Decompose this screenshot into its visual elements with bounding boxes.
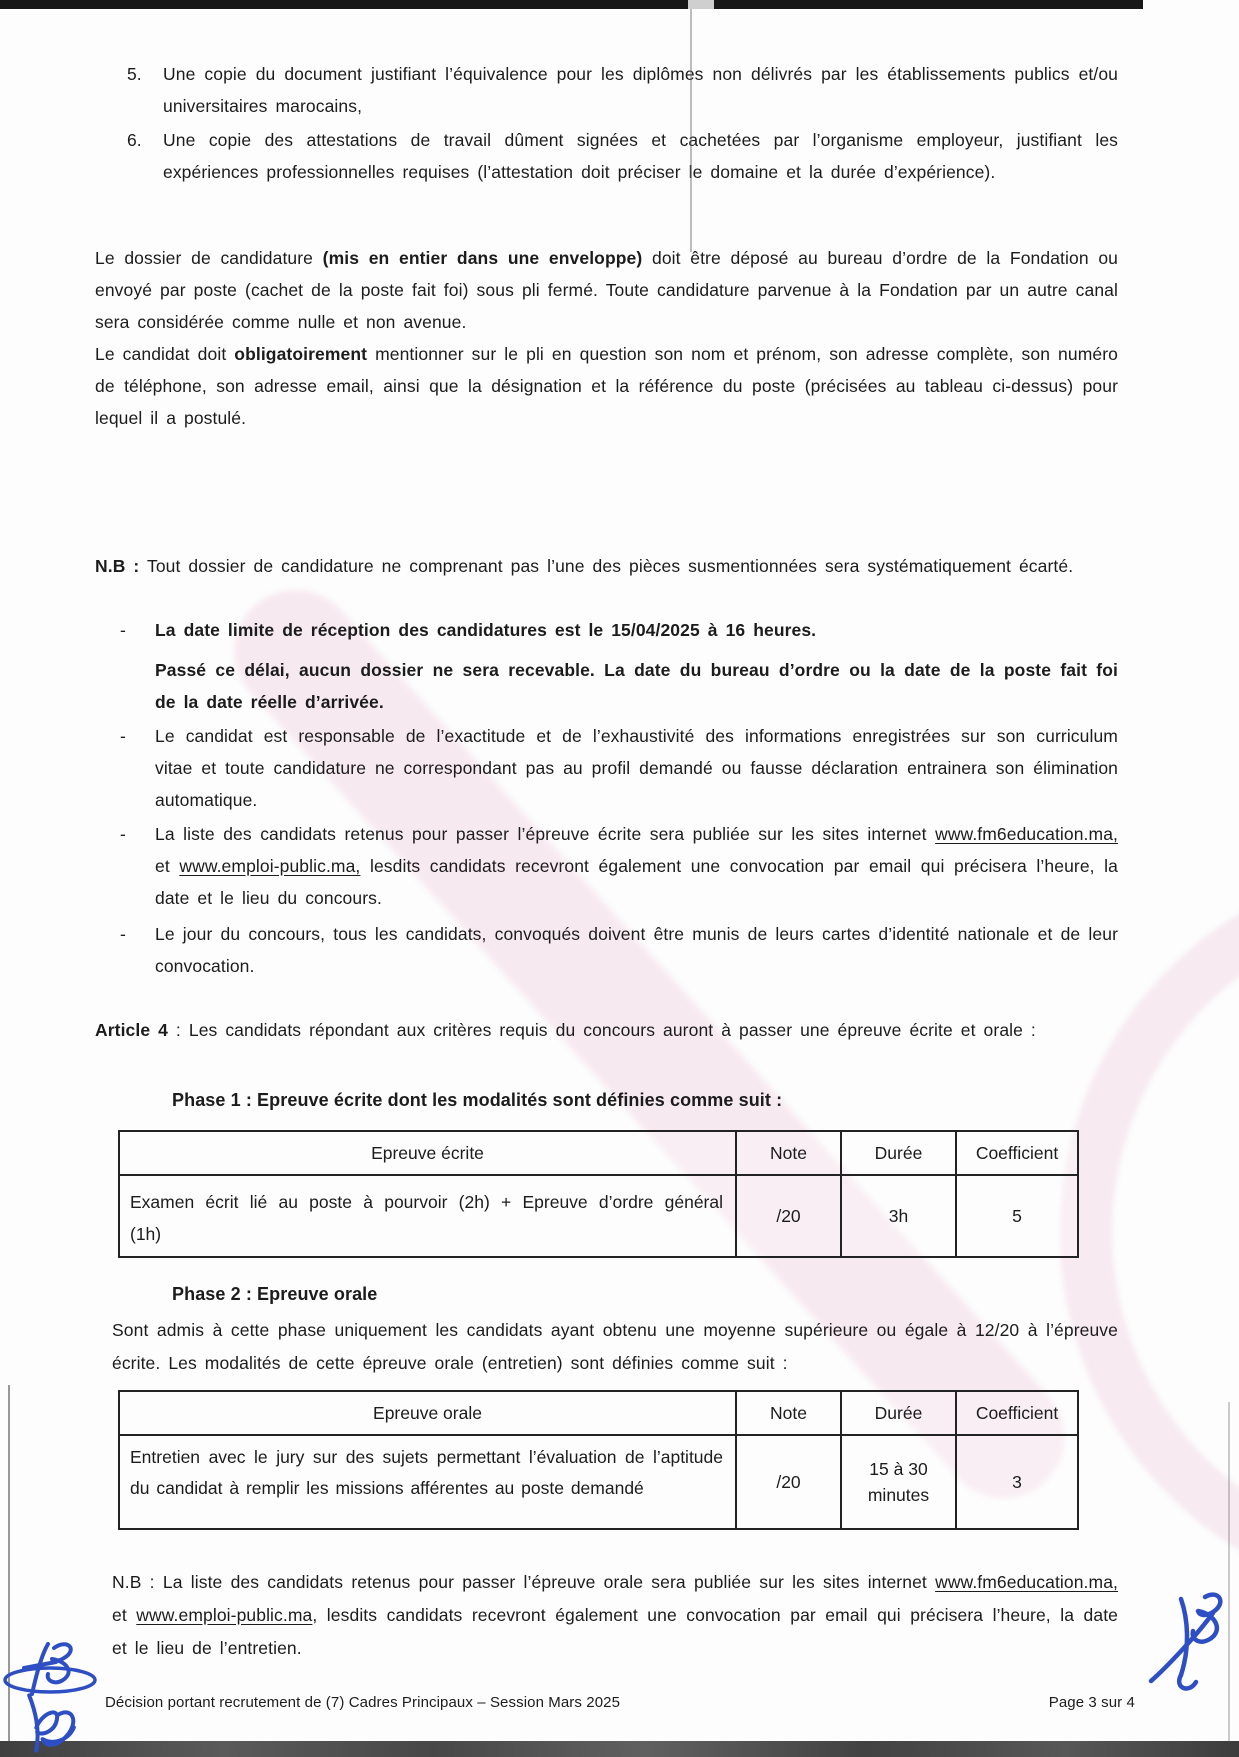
paragraph-text: Le dossier de candidature	[95, 248, 323, 268]
column-header-note: Note	[735, 1392, 840, 1434]
fm6education-url: www.fm6education.ma,	[935, 1572, 1118, 1592]
column-header-epreuve: Epreuve écrite	[371, 1142, 484, 1163]
scan-top-edge-gap	[688, 0, 714, 9]
list-number-6: 6.	[127, 130, 142, 150]
paragraph-admission: Sont admis à cette phase uniquement les candidats ayant obtenu une moyenne supérieure ou égale à 12/20 à l’épreuve écrite. Les modalités de cette épreuve orale (entretien) sont définies comme suit :	[112, 1320, 1118, 1373]
paragraph-text: : Les candidats répondant aux critères requis du concours auront à passer une épreuve écrite et orale :	[167, 1020, 1036, 1040]
written-exam-table	[118, 1130, 1079, 1258]
paragraph-text: et	[112, 1605, 137, 1625]
paragraph-text: Tout dossier de candidature ne comprenant pas l’une des pièces susmentionnées sera systématiquement écarté.	[139, 556, 1074, 576]
paragraph-text: La liste des candidats retenus pour passer l’épreuve écrite sera publiée sur les sites internet	[155, 824, 936, 844]
bullet-liste-ecrite	[155, 818, 1118, 914]
column-header-epreuve: Epreuve orale	[373, 1402, 482, 1423]
emploi-public-url: www.emploi-public.ma	[136, 1605, 313, 1625]
column-header-duree: Durée	[840, 1392, 955, 1434]
duree-text: 15 à 30 minutes	[867, 1459, 930, 1505]
paragraph-bold-text: (mis en entier dans une enveloppe)	[322, 248, 643, 268]
duree-cell: 3h	[840, 1176, 955, 1256]
scan-top-edge	[0, 0, 1143, 9]
column-header-coefficient: Coefficient	[955, 1392, 1077, 1434]
footer-document-title: Décision portant recrutement de (7) Cadres Principaux – Session Mars 2025	[105, 1694, 621, 1711]
column-header-duree: Durée	[840, 1132, 955, 1174]
oral-exam-table	[118, 1390, 1079, 1530]
footer-page-number: Page 3 sur 4	[1048, 1694, 1135, 1711]
paragraph-nb	[95, 550, 1118, 582]
column-header-note: Note	[735, 1132, 840, 1174]
scan-fold-line	[690, 0, 692, 252]
table-header-row	[120, 1392, 1077, 1436]
paragraph-text: Le candidat doit	[95, 344, 235, 364]
paragraph-nb-oral	[112, 1566, 1118, 1665]
bullet-exactitude: Le candidat est responsable de l’exactitude et de l’exhaustivité des informations enregistrées sur son curriculum vitae et toute candidature ne correspondant pas au profil demandé ou fausse déclaration entrainera son élimination automatique.	[155, 726, 1118, 810]
scan-bottom-edge	[0, 1741, 1239, 1757]
paragraph-article4	[95, 1014, 1118, 1046]
table-row	[120, 1176, 1077, 1256]
exam-description-cell: Examen écrit lié au poste à pourvoir (2h) + Epreuve d’ordre général (1h)	[130, 1192, 723, 1244]
phase1-heading: Phase 1 : Epreuve écrite dont les modalités sont définies comme suit :	[172, 1090, 783, 1110]
note-cell: /20	[735, 1436, 840, 1528]
emploi-public-url: www.emploi-public.ma,	[179, 856, 361, 876]
paragraph-text: La liste des candidats retenus pour passer l’épreuve orale sera publiée sur les sites internet	[154, 1572, 936, 1592]
paragraph-dossier	[95, 242, 1118, 338]
paragraph-text: et	[155, 856, 180, 876]
signature-right	[1145, 1585, 1233, 1700]
list-number-5: 5.	[127, 64, 142, 84]
paragraph-text: mentionner sur le pli en question son nom et prénom, son adresse complète, son numéro de téléphone, son adresse email, ainsi que la désignation et la référence du poste (précisées au tableau ci-dessus) pour lequel il a postulé.	[95, 344, 1118, 428]
paragraph-candidat	[95, 338, 1118, 434]
duree-cell	[840, 1436, 955, 1528]
coefficient-cell: 3	[955, 1436, 1077, 1528]
table-header-row	[120, 1132, 1077, 1176]
list-item-5: Une copie du document justifiant l’équivalence pour les diplômes non délivrés par les établissements publics et/ou universitaires marocains,	[163, 64, 1118, 116]
bullet-dash: -	[120, 924, 126, 944]
column-header-coefficient: Coefficient	[955, 1132, 1077, 1174]
article4-label: Article 4	[95, 1020, 168, 1040]
phase2-heading: Phase 2 : Epreuve orale	[172, 1284, 378, 1304]
nb-label: N.B :	[95, 556, 140, 576]
bullet-dash: -	[120, 620, 126, 640]
exam-description-cell: Entretien avec le jury sur des sujets permettant l’évaluation de l’aptitude du candidat à remplir les missions afférentes au poste demandé	[130, 1447, 723, 1498]
paragraph-text: lesdits candidats recevront également une convocation par email qui précisera l’heure, la date et le lieu du concours.	[155, 856, 1118, 908]
fm6education-url: www.fm6education.ma,	[935, 824, 1118, 844]
bullet-dash: -	[120, 726, 126, 746]
bullet-jour-concours: Le jour du concours, tous les candidats, convoqués doivent être munis de leurs cartes d’identité nationale et de leur convocation.	[155, 924, 1118, 976]
list-item-6: Une copie des attestations de travail dûment signées et cachetées par l’organisme employeur, justifiant les expériences professionnelles requises (l’attestation doit préciser le domaine et la durée d’expérience).	[163, 130, 1118, 182]
table-row	[120, 1436, 1077, 1528]
paragraph-text: , lesdits candidats recevront également une convocation par email qui précisera l’heure, la date et le lieu de l’entretien.	[112, 1605, 1119, 1658]
paragraph-bold-text: obligatoirement	[234, 344, 368, 364]
signature-initials-left-bottom	[10, 1690, 102, 1757]
paragraph-passe-delai: Passé ce délai, aucun dossier ne sera recevable. La date du bureau d’ordre ou la date de la poste fait foi de la date réelle d’arrivée.	[155, 660, 1118, 712]
nb-label: N.B :	[112, 1572, 155, 1592]
bullet-deadline: La date limite de réception des candidatures est le 15/04/2025 à 16 heures.	[155, 620, 817, 640]
note-cell: /20	[735, 1176, 840, 1256]
coefficient-cell: 5	[955, 1176, 1077, 1256]
paragraph-text: doit être déposé au bureau d’ordre de la Fondation ou envoyé par poste (cachet de la poste fait foi) sous pli fermé. Toute candidature parvenue à la Fondation par un autre canal sera considérée comme nulle et non avenue.	[95, 248, 1118, 332]
bullet-dash: -	[120, 824, 126, 844]
